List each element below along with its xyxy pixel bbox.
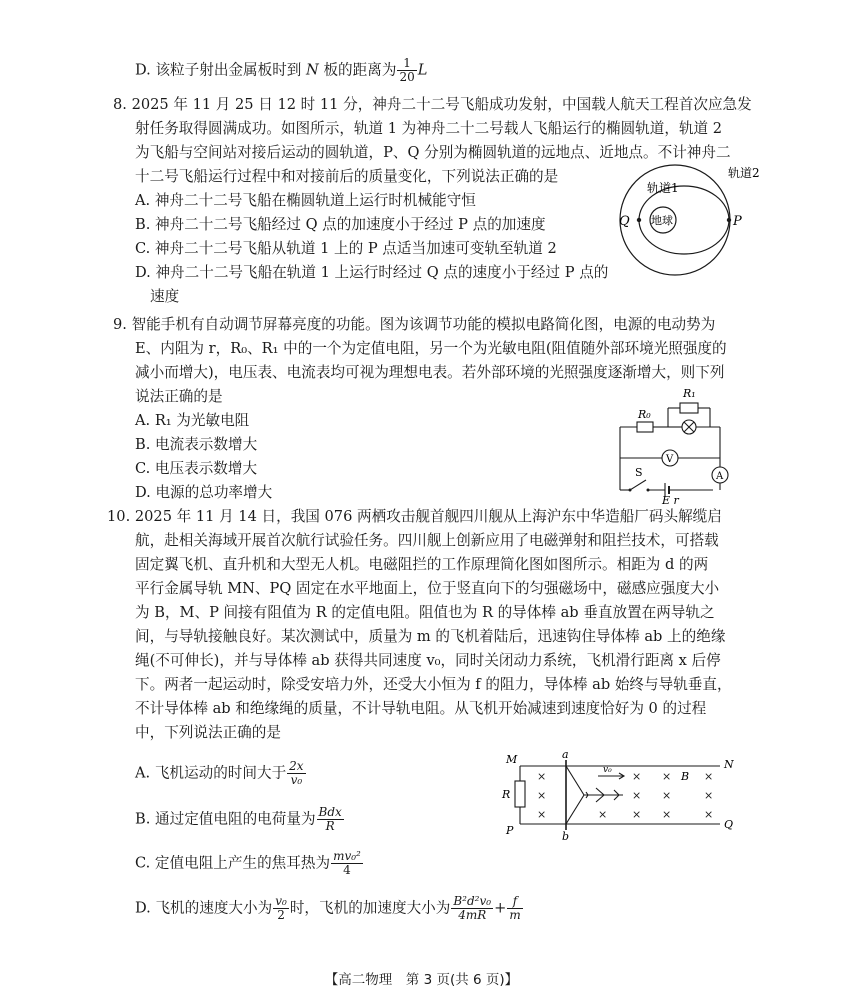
fraction-2x-v0: $\frac{2x}{\text{v₀}}$: [289, 759, 304, 787]
svg-text:×: ×: [598, 808, 608, 821]
fraction-v0-2: $\frac{\text{v₀}}{2}$: [275, 894, 287, 922]
q10-stem-line9: 不计导体棒 ab 和绝缘绳的质量，不计导轨电阻。从飞机开始减速到速度恰好为 0 的过程: [135, 700, 707, 717]
q9-option-a: A. R₁ 为光敏电阻: [135, 412, 250, 429]
q10-stem-line8: 下。两者一起运动时，除受安培力外，还受大小恒为 f 的阻力，导体棒 ab 始终与导轨垂直，: [135, 676, 732, 693]
p-label: P: [733, 214, 742, 229]
switch-label: S: [635, 466, 643, 479]
q8-stem-line2: 射任务取得圆满成功。如图所示，轨道 1 为神舟二十二号载人飞船运行的椭圆轨道，轨道 2: [135, 120, 723, 137]
svg-text:×: ×: [537, 808, 547, 821]
earth-label: 地球: [651, 214, 673, 227]
q8-stem-line1: 8. 2025 年 11 月 25 日 12 时 11 分，神舟二十二号飞船成功发射，中国载人航天工程首次应急发: [113, 96, 752, 113]
q8-stem-line3: 为飞船与空间站对接后运动的圆轨道，P、Q 分别为椭圆轨道的远地点、近地点。不计神舟二: [135, 144, 731, 161]
svg-text:×: ×: [662, 789, 672, 802]
q9-stem-line2: E、内阻为 r，R₀、R₁ 中的一个为定值电阻，另一个为光敏电阻(阻值随外部环境光照强度的: [135, 340, 727, 357]
resistor-r0: [637, 422, 653, 432]
svg-text:×: ×: [662, 808, 672, 821]
resistor-r: [515, 781, 525, 807]
q8-option-a: A. 神舟二十二号飞船在椭圆轨道上运行时机械能守恒: [135, 192, 476, 209]
svg-text:×: ×: [704, 789, 714, 802]
q8-option-b: B. 神舟二十二号飞船经过 Q 点的加速度小于经过 P 点的加速度: [135, 216, 546, 233]
label-a: a: [562, 748, 569, 761]
label-p: P: [506, 824, 514, 837]
q10-stem-line7: 绳(不可伸长)，并与导体棒 ab 获得共同速度 v₀，同时关闭动力系统，飞机滑行距离 x 后停: [135, 652, 721, 669]
q9-stem-line4: 说法正确的是: [135, 388, 223, 405]
label-m: M: [506, 753, 518, 766]
q9-stem-line3: 减小而增大)，电压表、电流表均可视为理想电表。若外部环境的光照强度逐渐增大，则下列: [135, 364, 725, 381]
svg-text:×: ×: [632, 770, 642, 783]
fraction-f-m: $\frac{f}{m}$: [509, 894, 521, 922]
fraction-accel: $\frac{\text{B²d²v₀}}{4mR}$: [453, 894, 492, 922]
q-label: Q: [619, 214, 630, 229]
q8-option-d: D. 神舟二十二号飞船在轨道 1 上运行时经过 Q 点的速度小于经过 P 点的: [135, 264, 609, 281]
rail-diagram: [498, 748, 743, 843]
q9-option-d: D. 电源的总功率增大: [135, 484, 273, 501]
q10-stem-line2: 航，赴相关海域开展首次航行试验任务。四川舰上创新应用了电磁弹射和阻拦技术，可搭载: [135, 532, 719, 549]
fraction-mv0sq-4: $\frac{\text{mv₀²}}{4}$: [333, 849, 361, 877]
point-q: [637, 218, 641, 222]
label-v0: v₀: [603, 765, 612, 775]
q10-stem-line3: 固定翼飞机、直升机和大型无人机。电磁阻拦的工作原理简化图如图所示。相距为 d 的两: [135, 556, 709, 573]
q10-option-d: D. 飞机的速度大小为 $\frac{\text{v₀}}{2}$ 时，飞机的加速度大小为 $\frac{\text{B²d²v₀}}{4mR}$ + $\frac{f}{m}$: [135, 894, 521, 922]
ammeter-label: A: [716, 471, 724, 482]
q9-stem-line1: 9. 智能手机有自动调节屏幕亮度的功能。图为该调节功能的模拟电路简化图，电源的电动势为: [113, 316, 716, 333]
label-q: Q: [724, 818, 734, 831]
q9-option-c: C. 电压表示数增大: [135, 460, 258, 477]
fraction-1-20: $\frac{1}{20}$: [399, 56, 415, 84]
svg-text:×: ×: [704, 770, 714, 783]
orbit-diagram: [615, 158, 775, 283]
q10-stem-line6: 间，与导轨接触良好。某次测试中，质量为 m 的飞机着陆后，迅速钩住导体棒 ab 上的绝缘: [135, 628, 726, 645]
svg-text:×: ×: [632, 808, 642, 821]
q8-option-d-cont: 速度: [150, 288, 180, 305]
r0-label: R₀: [638, 408, 651, 421]
svg-text:×: ×: [704, 808, 714, 821]
q10-stem-line5: 为 B，M、P 间接有阻值为 R 的定值电阻。阻值也为 R 的导体棒 ab 垂直放置在两导轨之: [135, 604, 715, 621]
fraction-bdx-r: $\frac{\text{Bdx}}{R}$: [318, 805, 342, 833]
label-b: b: [562, 830, 570, 843]
svg-text:×: ×: [537, 770, 547, 783]
q10-option-a: A. 飞机运动的时间大于 $\frac{2x}{\text{v₀}}$: [135, 759, 304, 787]
label-field-b: B: [681, 770, 690, 783]
r1-label: R₁: [683, 387, 696, 400]
orbit-1-label: 轨道1: [647, 181, 679, 195]
point-p: [727, 218, 731, 222]
label-n: N: [724, 758, 734, 771]
page-footer: 【高二物理 第 3 页(共 6 页)】: [324, 972, 519, 988]
q7-option-d: D. 该粒子射出金属板时到 N 板的距离为 $\frac{1}{20}$ L: [135, 56, 428, 84]
circuit-diagram: [610, 380, 740, 505]
q10-option-c: C. 定值电阻上产生的焦耳热为 $\frac{\text{mv₀²}}{4}$: [135, 849, 361, 877]
voltmeter-label: V: [666, 454, 674, 465]
orbit-2-label: 轨道2: [728, 166, 760, 180]
svg-text:×: ×: [662, 770, 672, 783]
q10-stem-line10: 中，下列说法正确的是: [135, 724, 281, 741]
airplane: [584, 788, 623, 802]
svg-text:×: ×: [537, 789, 547, 802]
battery-label: E r: [662, 494, 679, 505]
q10-stem-line4: 平行金属导轨 MN、PQ 固定在水平地面上，位于竖直向下的匀强磁场中，磁感应强度大小: [135, 580, 720, 597]
q10-stem-line1: 10. 2025 年 11 月 14 日，我国 076 两栖攻击舰首舰四川舰从上海沪东中华造船厂码头解缆启: [107, 508, 722, 525]
q9-option-b: B. 电流表示数增大: [135, 436, 258, 453]
q10-option-b: B. 通过定值电阻的电荷量为 $\frac{\text{Bdx}}{R}$: [135, 805, 342, 833]
label-r: R: [502, 788, 511, 801]
q8-option-c: C. 神舟二十二号飞船从轨道 1 上的 P 点适当加速可变轨至轨道 2: [135, 240, 557, 257]
svg-text:×: ×: [632, 789, 642, 802]
q8-stem-line4: 十二号飞船运行过程中和对接前后的质量变化，下列说法正确的是: [135, 168, 559, 185]
resistor-r1: [680, 403, 698, 413]
